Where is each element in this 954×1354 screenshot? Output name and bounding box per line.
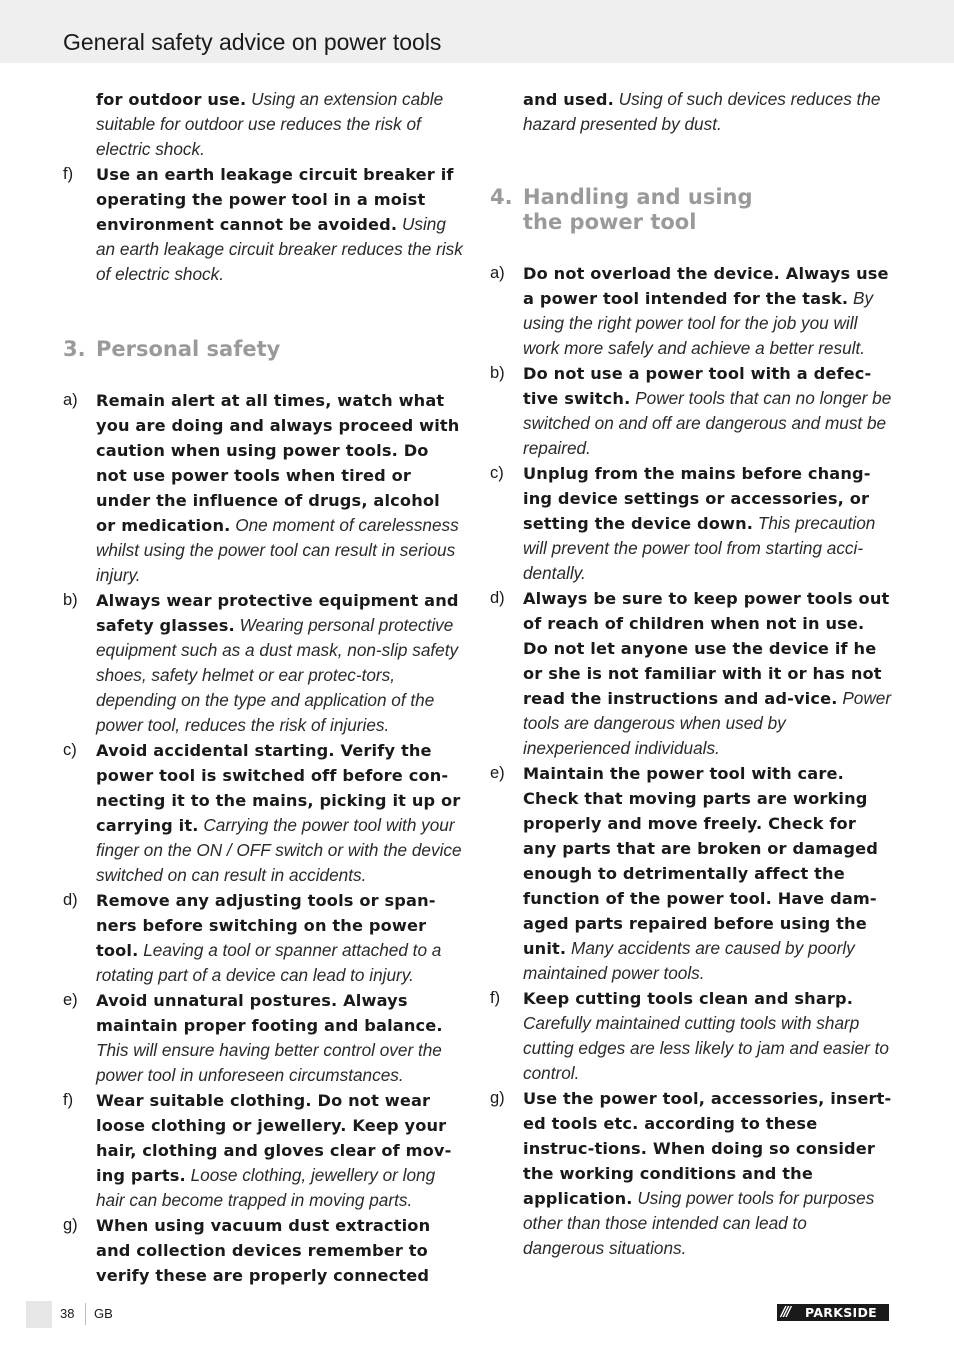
list-item: [63, 162, 465, 287]
item-label: g): [63, 1216, 78, 1234]
parkside-logo: [777, 1304, 889, 1321]
item-label: e): [490, 764, 505, 782]
item-label: d): [63, 891, 78, 909]
right-column: [490, 87, 892, 1261]
italic-text: Power tools that can no longer be switched on and off are dangerous and must be repaired.: [523, 388, 892, 458]
list-item: [63, 388, 465, 588]
italic-text: Carrying the power tool with your finger on the ON / OFF switch or with the device switched on can result in accidents.: [96, 815, 462, 885]
bold-text: Use an earth leakage circuit breaker if operating the power tool in a moist environment cannot be avoided.: [96, 165, 454, 234]
item-label: c): [490, 464, 504, 482]
list-item: [63, 888, 465, 988]
bold-text: Keep cutting tools clean and sharp.: [523, 989, 854, 1008]
italic-text: This will ensure having better control over the power tool in unforeseen circumstances.: [96, 1040, 442, 1085]
list-item: [490, 761, 892, 986]
logo-text: PARKSIDE: [805, 1305, 877, 1320]
page-number: 38: [60, 1306, 75, 1321]
left-column: [63, 87, 465, 1288]
section-number: 3.: [63, 337, 86, 361]
bold-text: When using vacuum dust extraction and collection devices remember to verify these are properly connected: [96, 1216, 431, 1285]
bold-text: Use the power tool, accessories, insert-ed tools etc. according to these instruc-tions. When doing so consider the working conditions and the application.: [523, 1089, 892, 1208]
list-item: [490, 361, 892, 461]
section-number: 4.: [490, 185, 513, 209]
section-heading: [490, 185, 763, 235]
item-label: a): [63, 391, 78, 409]
footer-divider: [85, 1303, 86, 1325]
section-heading: [63, 337, 465, 362]
bold-text: and used.: [523, 90, 614, 109]
list-item: [63, 1213, 465, 1288]
item-label: b): [490, 364, 505, 382]
list-item: [63, 588, 465, 738]
italic-text: One moment of carelessness whilst using the power tool can result in serious injury.: [96, 515, 459, 585]
italic-text: By using the right power tool for the job you will work more safely and achieve a better result.: [523, 288, 874, 358]
list-item: [63, 988, 465, 1088]
page-header: [0, 0, 954, 63]
list-item: [63, 1088, 465, 1213]
bold-text: Wear suitable clothing. Do not wear loose clothing or jewellery. Keep your hair, clothing and gloves clear of mov-ing parts.: [96, 1091, 452, 1185]
item-label: e): [63, 991, 78, 1009]
continued-paragraph: [490, 87, 892, 137]
continued-paragraph: [63, 87, 465, 162]
item-label: f): [63, 165, 74, 183]
list-item: [490, 986, 892, 1086]
bold-text: Unplug from the mains before chang-ing device settings or accessories, or setting the device down.: [523, 464, 871, 533]
italic-text: Carefully maintained cutting tools with sharp cutting edges are less likely to jam and easier to control.: [523, 1013, 889, 1083]
italic-text: Many accidents are caused by poorly maintained power tools.: [523, 938, 855, 983]
list-item: [490, 261, 892, 361]
bold-text: Remove any adjusting tools or span-ners before switching on the power tool.: [96, 891, 436, 960]
bold-text: Do not overload the device. Always use a power tool intended for the task.: [523, 264, 889, 308]
bold-text: Maintain the power tool with care. Check that moving parts are working properly and move freely. Check for any parts that are broken or damaged enough to detrimentally affect the function of the power tool. Have dam-aged parts repaired before using the unit.: [523, 764, 878, 958]
item-label: g): [490, 1089, 505, 1107]
list-item: [490, 461, 892, 586]
italic-text: Leaving a tool or spanner attached to a rotating part of a device can lead to injury.: [96, 940, 442, 985]
bold-text: Remain alert at all times, watch what you are doing and always proceed with caution when using power tools. Do not use power tools when tired or under the influence of drugs, alcohol or medication.: [96, 391, 460, 535]
list-item: [490, 1086, 892, 1261]
italic-text: Using of such devices reduces the hazard presented by dust.: [523, 89, 881, 134]
italic-text: Loose clothing, jewellery or long hair can become trapped in moving parts.: [96, 1165, 436, 1210]
item-label: f): [63, 1091, 74, 1109]
item-label: f): [490, 989, 501, 1007]
bold-text: Do not use a power tool with a defec-tive switch.: [523, 364, 872, 408]
item-label: b): [63, 591, 78, 609]
bold-text: Avoid unnatural postures. Always maintain proper footing and balance.: [96, 991, 443, 1035]
item-label: c): [63, 741, 77, 759]
item-label: d): [490, 589, 505, 607]
language-code: GB: [94, 1306, 113, 1321]
italic-text: Using an earth leakage circuit breaker reduces the risk of electric shock.: [96, 214, 463, 284]
bold-text: for outdoor use.: [96, 90, 247, 109]
italic-text: This precaution will prevent the power tool from starting acci-dentally.: [523, 513, 876, 583]
italic-text: Using an extension cable suitable for outdoor use reduces the risk of electric shock.: [96, 89, 444, 159]
italic-text: Power tools are dangerous when used by inexperienced individuals.: [523, 688, 892, 758]
footer-marker: [26, 1301, 52, 1328]
list-item: [490, 586, 892, 761]
page-title: General safety advice on power tools: [63, 29, 442, 55]
bold-text: Always be sure to keep power tools out of reach of children when not in use. Do not let anyone use the device if he or she is not familiar with it or has not read the instructions and ad-vice.: [523, 589, 890, 708]
section-title: Personal safety: [96, 337, 281, 361]
list-item: [63, 738, 465, 888]
italic-text: Using power tools for purposes other than those intended can lead to dangerous situations.: [523, 1188, 875, 1258]
logo-stripes-icon: ///: [781, 1305, 790, 1320]
section-title: Handling and using the power tool: [523, 185, 753, 234]
italic-text: Wearing personal protective equipment such as a dust mask, non-slip safety shoes, safety helmet or ear protec-tors, depending on the type and application of the power tool, reduces the risk of injuries.: [96, 615, 459, 735]
bold-text: Avoid accidental starting. Verify the power tool is switched off before con-necting it to the mains, picking it up or carrying it.: [96, 741, 461, 835]
bold-text: Always wear protective equipment and safety glasses.: [96, 591, 459, 635]
item-label: a): [490, 264, 505, 282]
